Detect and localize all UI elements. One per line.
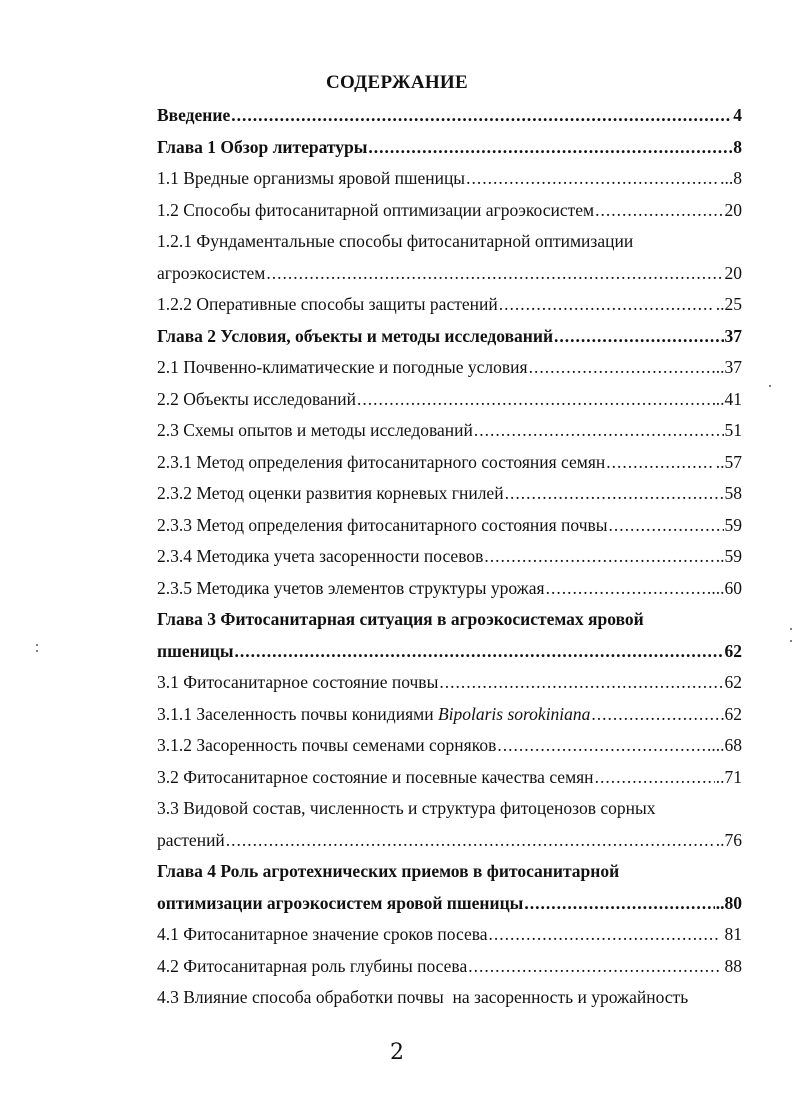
toc-entry-title: 2.3.2 Метод оценки развития корневых гнилей <box>157 483 504 503</box>
toc-entry-title: 2.1 Почвенно-климатические и погодные условия <box>157 357 528 377</box>
toc-entry-title-continued: пшеницы <box>157 640 234 661</box>
dot-leader <box>226 825 715 857</box>
toc-entry-4-3[interactable] <box>157 982 742 1014</box>
toc-entry-page: 4 <box>733 105 742 125</box>
page-title: СОДЕРЖАНИЕ <box>326 72 468 93</box>
dot-leader <box>606 447 714 479</box>
toc-entry-page: 59 <box>724 514 742 535</box>
toc-entry-2-3-2[interactable] <box>157 478 742 510</box>
toc-entry-page: ..41 <box>715 388 742 409</box>
toc-entry-introduction[interactable] <box>157 100 742 132</box>
toc-entry-4-2[interactable] <box>157 951 742 983</box>
dot-leader <box>499 289 715 321</box>
toc-entry-3-3[interactable] <box>157 793 742 825</box>
toc-entry-2-3-3[interactable] <box>157 510 742 542</box>
toc-entry-title: 2.3 Схемы опытов и методы исследований <box>157 420 473 440</box>
toc-entry-title: Глава 2 Условия, объекты и методы исследований <box>157 325 554 346</box>
toc-entry-page: 58 <box>724 483 742 503</box>
toc-entry-3-2[interactable] <box>157 762 742 794</box>
toc-entry-2-3[interactable] <box>157 415 742 447</box>
toc-entry-page: 88 <box>720 955 742 976</box>
toc-entry-chapter-4[interactable] <box>157 856 742 888</box>
toc-entry-title: 4.2 Фитосанитарная роль глубины посева <box>157 955 468 976</box>
toc-entry-title: 1.2.1 Фундаментальные способы фитосанитарной оптимизации <box>157 231 634 251</box>
dot-leader <box>524 888 714 920</box>
toc-entry-title: Глава 3 Фитосанитарная ситуация в агроэкосистемах яровой <box>157 609 644 629</box>
toc-entry-title: 2.3.1 Метод определения фитосанитарного состояния семян <box>157 451 606 472</box>
toc-entry-title-continued: оптимизации агроэкосистем яровой пшеницы <box>157 892 524 913</box>
dot-leader <box>529 352 711 384</box>
toc-entry-page: ..71 <box>715 766 742 787</box>
dot-leader <box>595 195 723 227</box>
toc-entry-page: ..25 <box>715 294 742 314</box>
toc-entry-3-1-2[interactable] <box>157 730 742 762</box>
toc-entry-1-2-2[interactable] <box>157 289 742 321</box>
toc-entry-1-1[interactable] <box>157 163 742 195</box>
toc-entry-4-1[interactable] <box>157 919 742 951</box>
toc-entry-page: 20 <box>724 199 742 220</box>
dot-leader <box>439 667 723 699</box>
toc-entry-page: 51 <box>724 420 742 440</box>
table-of-contents <box>157 100 742 1014</box>
toc-entry-page: 20 <box>724 262 742 283</box>
dot-leader <box>231 100 732 132</box>
toc-entry-2-2[interactable] <box>157 384 742 416</box>
toc-entry-page: 81 <box>720 924 742 944</box>
toc-entry-page: 37 <box>724 325 742 346</box>
toc-entry-chapter-3-continued[interactable] <box>157 636 742 668</box>
species-name: Bipolaris sorokiniana <box>437 703 591 724</box>
toc-entry-page: ...8 <box>720 168 742 188</box>
toc-entry-3-1[interactable] <box>157 667 742 699</box>
toc-entry-1-2-1-continued[interactable] <box>157 258 742 290</box>
dot-leader <box>266 258 723 290</box>
toc-entry-title-continued: агроэкосистем <box>157 262 266 283</box>
toc-entry-title <box>157 699 590 731</box>
toc-entry-chapter-2[interactable] <box>157 321 742 353</box>
toc-entry-page: ..59 <box>715 546 742 566</box>
dot-leader <box>497 730 706 762</box>
toc-entry-3-1-1[interactable] <box>157 699 742 731</box>
toc-entry-title: 2.2 Объекты исследований <box>157 388 356 409</box>
dot-leader <box>554 321 723 353</box>
dot-leader <box>474 415 724 447</box>
toc-entry-1-2-1[interactable] <box>157 226 742 258</box>
toc-entry-3-3-continued[interactable] <box>157 825 742 857</box>
dot-leader <box>546 573 711 605</box>
toc-entry-title: Глава 4 Роль агротехнических приемов в фитосанитарной <box>157 861 620 881</box>
toc-entry-1-2[interactable] <box>157 195 742 227</box>
scan-speck <box>36 650 38 652</box>
toc-entry-page: 62 <box>724 640 742 661</box>
dot-leader <box>505 478 724 510</box>
scan-speck <box>790 628 792 630</box>
toc-entry-title-continued: растений <box>157 829 225 850</box>
dot-leader <box>466 163 719 195</box>
dot-leader <box>595 762 715 794</box>
toc-entry-chapter-3[interactable] <box>157 604 742 636</box>
scan-speck <box>769 385 771 387</box>
toc-entry-title: 4.1 Фитосанитарное значение сроков посева <box>157 924 488 944</box>
toc-entry-title: 3.1.2 Засоренность почвы семенами сорняков <box>157 735 497 755</box>
toc-entry-title: 1.1 Вредные организмы яровой пшеницы <box>157 168 466 188</box>
toc-entry-page: ....68 <box>707 735 742 755</box>
page-number: 2 <box>390 1040 404 1065</box>
dot-leader <box>368 132 732 164</box>
toc-entry-title: Глава 1 Обзор литературы <box>157 136 368 157</box>
toc-entry-title: 3.1 Фитосанитарное состояние почвы <box>157 672 439 692</box>
toc-entry-page: ...60 <box>711 577 742 598</box>
dot-leader <box>468 951 719 983</box>
toc-entry-title: 3.3 Видовой состав, численность и структура фитоценозов сорных <box>157 798 656 818</box>
toc-entry-page: 8 <box>733 136 742 157</box>
toc-entry-chapter-4-continued[interactable] <box>157 888 742 920</box>
dot-leader <box>591 699 723 731</box>
toc-entry-title: 1.2 Способы фитосанитарной оптимизации агроэкосистем <box>157 199 595 220</box>
dot-leader <box>235 636 724 668</box>
toc-entry-title: 1.2.2 Оперативные способы защиты растений <box>157 294 498 314</box>
toc-entry-page: ..80 <box>715 892 742 913</box>
toc-entry-2-3-4[interactable] <box>157 541 742 573</box>
toc-entry-page: ..76 <box>715 829 742 850</box>
dot-leader <box>489 919 720 951</box>
toc-entry-2-1[interactable] <box>157 352 742 384</box>
toc-entry-title: 3.2 Фитосанитарное состояние и посевные качества семян <box>157 766 594 787</box>
dot-leader <box>484 541 714 573</box>
toc-entry-2-3-1[interactable] <box>157 447 742 479</box>
toc-entry-title-text: 3.1.1 Заселенность почвы конидиями <box>157 703 438 724</box>
toc-entry-title: 2.3.4 Методика учета засоренности посевов <box>157 546 484 566</box>
dot-leader <box>357 384 715 416</box>
toc-entry-chapter-1[interactable] <box>157 132 742 164</box>
toc-entry-title: 2.3.3 Метод определения фитосанитарного состояния почвы <box>157 514 608 535</box>
toc-entry-page: 62 <box>724 672 742 692</box>
scan-speck <box>36 644 38 646</box>
toc-entry-title: 2.3.5 Методика учетов элементов структуры урожая <box>157 577 545 598</box>
toc-entry-title: Введение <box>157 105 231 125</box>
toc-entry-page: ...37 <box>711 357 742 377</box>
toc-entry-page: 62 <box>724 703 742 724</box>
toc-entry-title: 4.3 Влияние способа обработки почвы на засоренность и урожайность <box>157 987 689 1007</box>
toc-entry-2-3-5[interactable] <box>157 573 742 605</box>
toc-entry-page: ..57 <box>715 451 742 472</box>
dot-leader <box>609 510 724 542</box>
scan-speck <box>790 640 792 642</box>
